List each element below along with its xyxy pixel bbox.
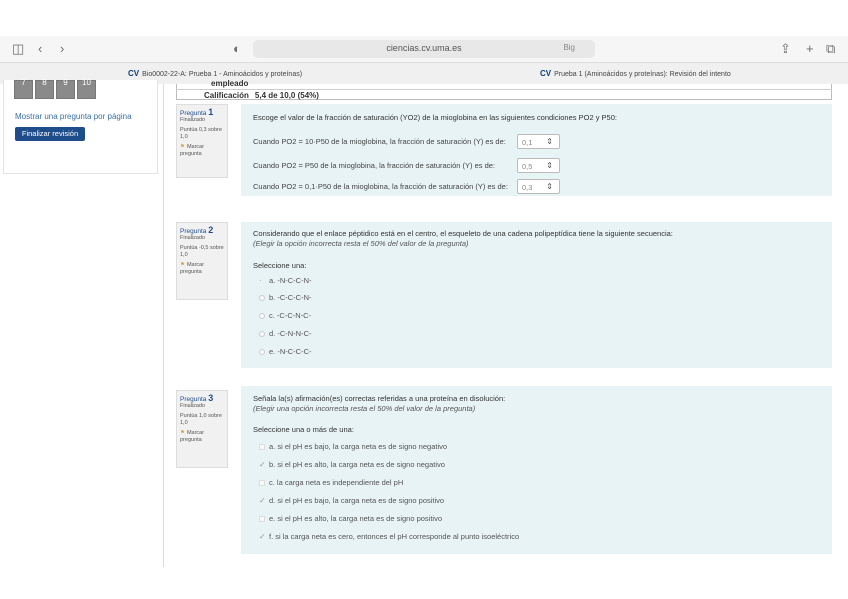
question-number: Pregunta 3 [180,393,214,403]
answer-option[interactable]: ✓ b. si el pH es alto, la carga neta es de signo negativo [259,460,445,469]
tab-review[interactable] [540,69,731,78]
select-one-label: Seleccione una: [253,261,307,270]
flag-icon: ⚑ [180,262,185,268]
tab-title: Prueba 1 (Aminoácidos y proteínas): Revisión del intento [554,71,731,78]
question-score: Puntúa -0,5 sobre 1,0 [180,245,224,258]
question-state: Finalizado [180,117,206,123]
flag-question[interactable]: ⚑ Marcar pregunta [180,430,205,443]
radio-button[interactable] [259,295,265,301]
answer-option[interactable]: ✓ f. si la carga neta es cero, entonces el pH corresponde al punto isoeléctrico [259,532,520,541]
summary-cut-label: empleado [211,79,249,88]
finish-review-button[interactable]: Finalizar revisión [15,127,85,141]
match-row-label: Cuando PO2 = P50 de la mioglobina, la fracción de saturación (Y) es de: [253,161,496,170]
url-text: ciencias.cv.uma.es [386,43,462,53]
flag-icon: ⚑ [180,144,185,150]
answer-option[interactable]: · a. -N-C-C-N- [259,276,312,285]
question-info-1 [176,104,228,178]
tabs-overview-icon[interactable]: ⧉ [826,41,836,56]
flag-question[interactable]: ⚑ Marcar pregunta [180,262,205,275]
check-icon: ✓ [259,496,266,505]
sidebar-icon[interactable]: ◫ [12,41,25,56]
question-nav-item[interactable]: 9 [56,80,75,99]
question-info-3 [176,390,228,468]
select-arrows-icon: ⇕ [546,182,553,191]
show-one-page-link[interactable]: Mostrar una pregunta por página [15,112,132,121]
answer-option[interactable]: e. si el pH es alto, la carga neta es de signo positivo [259,514,442,523]
question-content-2 [241,222,832,368]
question-nav-grid [14,80,96,100]
question-note: (Elegir una opción incorrecta resta el 50% del valor de la pregunta) [253,404,476,413]
question-number: Pregunta 1 [180,107,214,117]
summary-grade-row [176,89,832,99]
answer-option[interactable]: ✓ d. si el pH es bajo, la carga neta es de signo positivo [259,496,445,505]
privacy-shield-icon[interactable]: ◐ [233,41,241,56]
question-content-1 [241,104,832,196]
question-prompt: Escoge el valor de la fracción de saturación (YO2) de la mioglobina en las siguientes condiciones PO2 y P50: [253,113,617,122]
column-divider [163,84,164,567]
question-info-2 [176,222,228,300]
radio-button[interactable] [259,313,265,319]
question-state: Finalizado [180,235,206,241]
moodle-logo: CV [540,69,552,78]
check-icon: · [259,276,262,285]
answer-option[interactable]: c. la carga neta es independiente del pH [259,478,403,487]
question-score: Puntúa 0,3 sobre 1,0 [180,127,222,140]
question-number: Pregunta 2 [180,225,214,235]
answer-option[interactable]: e. -N-C-C-C- [259,347,312,356]
flag-question[interactable]: ⚑ Marcar pregunta [180,144,205,157]
grade-value: 5,4 de 10,0 (54%) [254,91,319,100]
match-row-label: Cuando PO2 = 10·P50 de la mioglobina, la fracción de saturación (Y) es de: [253,137,506,146]
match-row-label: Cuando PO2 = 0,1·P50 de la mioglobina, la fracción de saturación (Y) es de: [253,182,508,191]
answer-option[interactable]: c. -C-C-N-C- [259,311,311,320]
answer-option[interactable]: d. -C-N-N-C- [259,329,312,338]
select-arrows-icon: ⇕ [546,137,553,146]
tab-title: Bio0002-22-A: Prueba 1 - Aminoácidos y proteínas) [142,71,303,78]
browser-toolbar [0,36,848,62]
answer-select[interactable]: 0,1 ⇕ [517,134,560,149]
answer-select[interactable]: 0,5 ⇕ [517,158,560,173]
reader-label[interactable]: Big [563,43,575,52]
question-prompt: Señala la(s) afirmación(es) correctas referidas a una proteína en disolución: [253,394,506,403]
share-icon[interactable]: ⇪ [780,41,791,56]
check-icon: ✓ [259,532,266,541]
checkbox[interactable] [259,480,265,486]
quiz-navigation-panel [3,80,158,174]
back-icon[interactable]: ‹ [38,41,43,56]
question-nav-item[interactable]: 10 [77,80,96,99]
checkbox[interactable] [259,516,265,522]
new-tab-icon[interactable]: + [806,41,814,56]
flag-icon: ⚑ [180,430,185,436]
tab-course[interactable] [128,69,302,78]
radio-button[interactable] [259,331,265,337]
radio-button[interactable] [259,349,265,355]
grade-row [204,91,325,100]
question-nav-item[interactable]: 8 [35,80,54,99]
question-state: Finalizado [180,403,206,409]
question-content-3 [241,386,832,554]
checkbox[interactable] [259,444,265,450]
address-bar[interactable] [253,40,595,58]
grade-label: Calificación [204,91,249,100]
answer-option[interactable]: b. -C-C-C-N- [259,293,312,302]
select-many-label: Seleccione una o más de una: [253,425,354,434]
select-arrows-icon: ⇕ [546,161,553,170]
question-note: (Elegir la opción incorrecta resta el 50% del valor de la pregunta) [253,239,469,248]
question-prompt: Considerando que el enlace péptidico está en el centro, el esqueleto de una cadena polipeptídica tiene la siguiente secuencia: [253,229,673,238]
answer-select[interactable]: 0,3 ⇕ [517,179,560,194]
moodle-logo: CV [128,69,140,78]
check-icon: ✓ [259,460,266,469]
forward-icon[interactable]: › [60,41,65,56]
question-nav-item[interactable]: 7 [14,80,33,99]
answer-option[interactable]: a. si el pH es bajo, la carga neta es de signo negativo [259,442,447,451]
question-score: Puntúa 1,0 sobre 1,0 [180,413,222,426]
